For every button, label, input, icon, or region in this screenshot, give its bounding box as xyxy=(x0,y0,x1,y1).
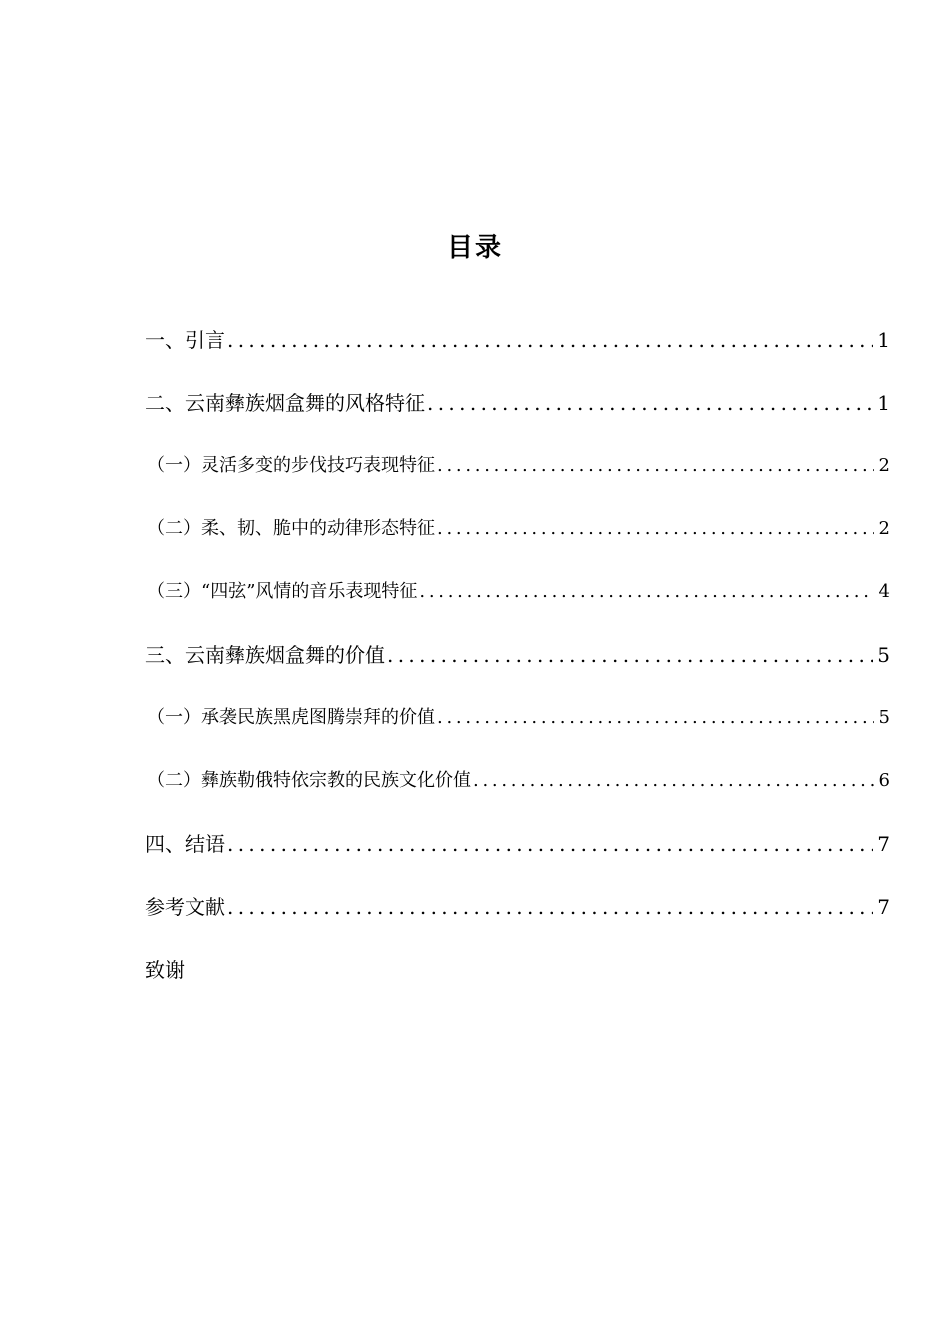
toc-entry-label: （二）彝族勒俄特依宗教的民族文化价值 xyxy=(147,770,471,791)
toc-entry-page: 1 xyxy=(877,391,890,415)
toc-entry-value[interactable] xyxy=(145,637,890,700)
toc-entry-label: 参考文献 xyxy=(145,895,225,919)
toc-dot-leader xyxy=(437,511,874,547)
toc-entry-conclusion[interactable] xyxy=(145,826,890,889)
toc-entry-label: （二）柔、韧、脆中的动律形态特征 xyxy=(147,518,435,539)
toc-entry-page: 5 xyxy=(878,707,890,728)
toc-dot-leader xyxy=(419,574,874,610)
toc-entry-cultural-value[interactable] xyxy=(145,763,890,826)
toc-entry-label: 二、云南彝族烟盒舞的风格特征 xyxy=(145,391,425,415)
toc-dot-leader xyxy=(387,637,873,673)
toc-dot-leader xyxy=(427,385,873,421)
toc-entry-references[interactable] xyxy=(145,889,890,952)
toc-entry-label: 四、结语 xyxy=(145,832,225,856)
toc-entry-totem-value[interactable] xyxy=(145,700,890,763)
toc-dot-leader xyxy=(227,889,873,925)
toc-entry-acknowledgements[interactable] xyxy=(145,952,890,1015)
toc-entry-page: 5 xyxy=(877,643,890,667)
toc-entry-page: 1 xyxy=(877,328,890,352)
toc-list xyxy=(145,322,890,1015)
toc-entry-page: 7 xyxy=(877,832,890,856)
toc-entry-page: 2 xyxy=(878,455,890,476)
toc-entry-page: 6 xyxy=(878,770,890,791)
toc-entry-label: 三、云南彝族烟盒舞的价值 xyxy=(145,643,385,667)
toc-entry-step-technique[interactable] xyxy=(145,448,890,511)
toc-title: 目录 xyxy=(446,233,503,263)
toc-entry-label: （一）承袭民族黑虎图腾崇拜的价值 xyxy=(147,707,435,728)
toc-entry-page: 2 xyxy=(878,518,890,539)
toc-entry-label: （三）“四弦”风情的音乐表现特征 xyxy=(147,581,418,602)
toc-dot-leader xyxy=(473,763,874,799)
toc-entry-label: 致谢 xyxy=(145,958,185,982)
toc-dot-leader xyxy=(227,826,873,862)
toc-entry-label: 一、引言 xyxy=(145,328,225,352)
toc-entry-label: （一）灵活多变的步伐技巧表现特征 xyxy=(147,455,435,476)
toc-entry-music-features[interactable] xyxy=(145,574,890,637)
toc-entry-movement-form[interactable] xyxy=(145,511,890,574)
toc-entry-style-features[interactable] xyxy=(145,385,890,448)
toc-entry-introduction[interactable] xyxy=(145,322,890,385)
toc-dot-leader xyxy=(437,448,874,484)
toc-entry-page: 7 xyxy=(877,895,890,919)
toc-entry-page: 4 xyxy=(878,581,890,602)
toc-dot-leader xyxy=(227,322,873,358)
toc-dot-leader xyxy=(437,700,874,736)
